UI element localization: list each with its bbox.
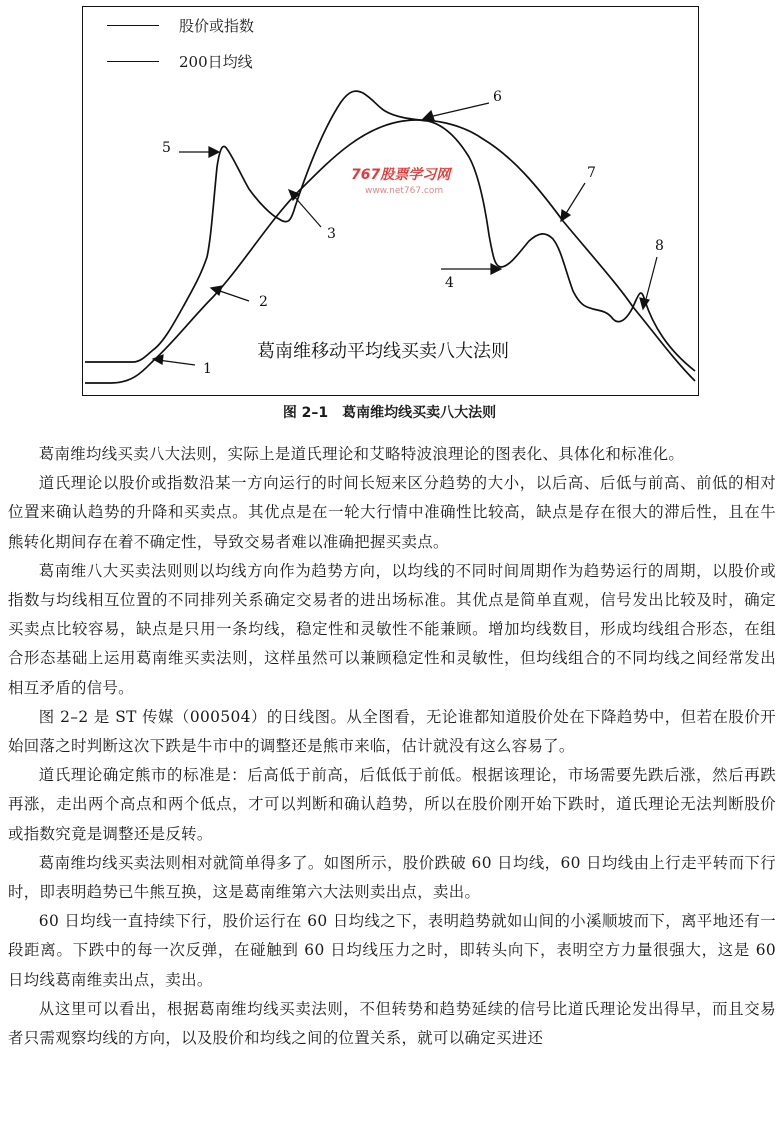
arrow-3 bbox=[293, 195, 321, 227]
point-label-6: 6 bbox=[493, 89, 502, 105]
arrow-6-head bbox=[423, 111, 434, 120]
arrow-4-head bbox=[491, 264, 501, 274]
paragraph: 60 日均线一直持续下行，股价运行在 60 日均线之下，表明趋势就如山间的小溪顺坡而下，离平地还有一段距离。下跌中的每一次反弹，在碰触到 60 日均线压力之时，即转头向下，表明空方力量很强大，这是 60 日均线葛南维卖出点，卖出。 bbox=[8, 912, 776, 989]
arrow-8 bbox=[645, 257, 657, 303]
watermark-text: 767股票学习网 bbox=[351, 167, 451, 183]
paragraph: 葛南维均线买卖八大法则，实际上是道氏理论和艾略特波浪理论的图表化、具体化和标准化。 bbox=[38, 445, 685, 463]
arrow-7 bbox=[565, 183, 585, 215]
article-body bbox=[8, 440, 776, 1053]
figure-caption: 图 2–1 葛南维均线买卖八大法则 bbox=[282, 405, 497, 421]
legend-price-label: 股价或指数 bbox=[179, 17, 255, 35]
paragraph: 从这里可以看出，根据葛南维均线买卖法则，不但转势和趋势延续的信号比道氏理论发出得早，而且交易者只需观察均线的方向，以及股价和均线之间的位置关系，就可以确定买进还 bbox=[8, 999, 776, 1048]
paragraph: 道氏理论确定熊市的标准是：后高低于前高，后低低于前低。根据该理论，市场需要先跌后涨，然后再跌再涨，走出两个高点和两个低点，才可以判断和确认趋势，所以在股价刚开始下跌时，道氏理论无法判断股价或指数究竟是调整还是反转。 bbox=[8, 766, 776, 843]
legend-ma-label: 200日均线 bbox=[179, 53, 253, 71]
point-label-3: 3 bbox=[327, 226, 336, 242]
point-label-7: 7 bbox=[587, 165, 596, 181]
paragraph: 葛南维均线买卖法则相对就简单得多了。如图所示，股价跌破 60 日均线，60 日均线由上行走平转而下行时，即表明趋势已牛熊互换，这是葛南维第六大法则卖出点，卖出。 bbox=[8, 853, 776, 902]
arrow-6 bbox=[429, 103, 489, 117]
price-curve bbox=[85, 91, 695, 371]
watermark-url: www.net767.com bbox=[365, 186, 444, 196]
point-label-5: 5 bbox=[162, 140, 171, 156]
point-label-8: 8 bbox=[655, 238, 664, 254]
point-label-1: 1 bbox=[203, 361, 212, 377]
arrow-1 bbox=[158, 360, 195, 365]
paragraph: 图 2–2 是 ST 传媒（000504）的日线图。从全图看，无论谁都知道股价处在下降趋势中，但若在股价开始回落之时判断这次下跌是牛市中的调整还是熊市来临，估计就没有这么容易了。 bbox=[8, 707, 776, 756]
arrow-7-head bbox=[561, 210, 570, 221]
arrow-2 bbox=[217, 290, 249, 301]
point-label-2: 2 bbox=[259, 294, 268, 310]
paragraph: 葛南维八大买卖法则则以均线方向作为趋势方向，以均线的不同时间周期作为趋势运行的周期，以股价或指数与均线相互位置的不同排列关系确定交易者的进出场标准。其优点是简单直观，信号发出比较及时，确定买卖点比较容易，缺点是只用一条均线，稳定性和灵敏性不能兼顾。增加均线数目，形成均线组合形态，在组合形态基础上运用葛南维买卖法则，这样虽然可以兼顾稳定性和灵敏性，但均线组合的不同均线之间经常发出相互矛盾的信号。 bbox=[8, 561, 776, 697]
point-label-4: 4 bbox=[445, 275, 454, 291]
paragraph: 道氏理论以股价或指数沿某一方向运行的时间长短来区分趋势的大小，以后高、后低与前高、前低的相对位置来确认趋势的升降和买卖点。其优点是在一轮大行情中准确性比较高，缺点是存在很大的滞后性，且在牛熊转化期间存在着不确定性，导致交易者难以准确把握买卖点。 bbox=[8, 474, 776, 551]
granville-figure bbox=[82, 6, 699, 396]
arrow-5-head bbox=[209, 147, 219, 157]
rule-title: 葛南维移动平均线买卖八大法则 bbox=[257, 341, 509, 362]
figure-plot bbox=[83, 7, 698, 395]
